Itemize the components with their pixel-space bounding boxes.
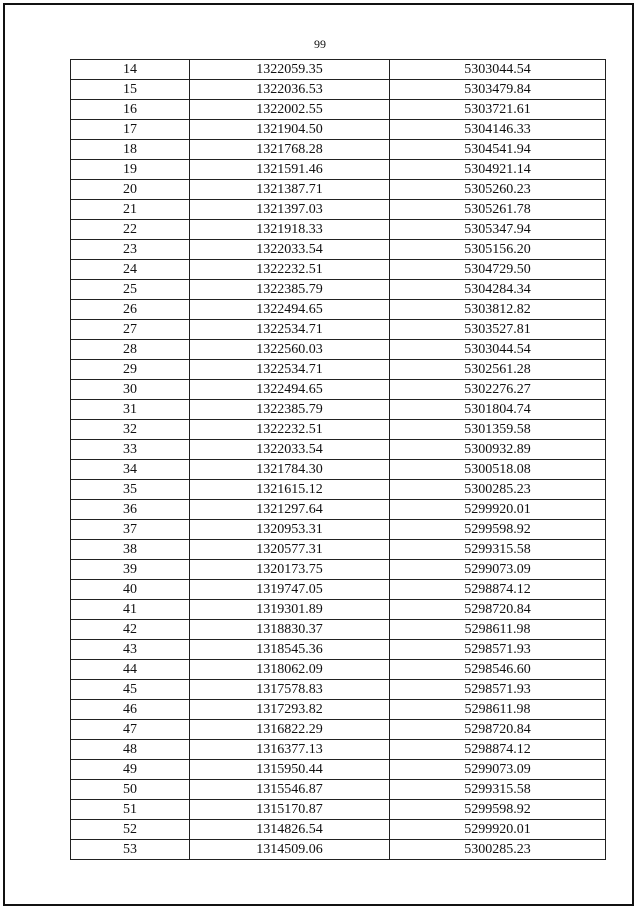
y-coordinate-cell: 5304146.33 xyxy=(390,120,606,140)
y-coordinate-cell: 5304921.14 xyxy=(390,160,606,180)
table-row xyxy=(71,260,606,280)
x-coordinate-cell: 1318545.36 xyxy=(190,640,390,660)
table-row xyxy=(71,500,606,520)
table-row xyxy=(71,460,606,480)
point-number-cell: 20 xyxy=(71,180,190,200)
x-coordinate-cell: 1321918.33 xyxy=(190,220,390,240)
table-row xyxy=(71,80,606,100)
y-coordinate-cell: 5299920.01 xyxy=(390,500,606,520)
table-row xyxy=(71,540,606,560)
y-coordinate-cell: 5299598.92 xyxy=(390,800,606,820)
x-coordinate-cell: 1321904.50 xyxy=(190,120,390,140)
y-coordinate-cell: 5299073.09 xyxy=(390,760,606,780)
point-number-cell: 35 xyxy=(71,480,190,500)
x-coordinate-cell: 1322036.53 xyxy=(190,80,390,100)
x-coordinate-cell: 1320173.75 xyxy=(190,560,390,580)
point-number-cell: 52 xyxy=(71,820,190,840)
x-coordinate-cell: 1321615.12 xyxy=(190,480,390,500)
y-coordinate-cell: 5298720.84 xyxy=(390,600,606,620)
point-number-cell: 48 xyxy=(71,740,190,760)
table-row xyxy=(71,440,606,460)
y-coordinate-cell: 5303044.54 xyxy=(390,340,606,360)
x-coordinate-cell: 1322059.35 xyxy=(190,60,390,80)
x-coordinate-cell: 1322534.71 xyxy=(190,360,390,380)
table-row xyxy=(71,600,606,620)
point-number-cell: 43 xyxy=(71,640,190,660)
table-row xyxy=(71,700,606,720)
table-row xyxy=(71,60,606,80)
y-coordinate-cell: 5300285.23 xyxy=(390,840,606,860)
point-number-cell: 40 xyxy=(71,580,190,600)
x-coordinate-cell: 1315950.44 xyxy=(190,760,390,780)
x-coordinate-cell: 1322534.71 xyxy=(190,320,390,340)
table-row xyxy=(71,380,606,400)
table-row xyxy=(71,620,606,640)
point-number-cell: 50 xyxy=(71,780,190,800)
x-coordinate-cell: 1322002.55 xyxy=(190,100,390,120)
table-row xyxy=(71,680,606,700)
page-number: 99 xyxy=(314,37,326,51)
y-coordinate-cell: 5303812.82 xyxy=(390,300,606,320)
y-coordinate-cell: 5304541.94 xyxy=(390,140,606,160)
x-coordinate-cell: 1322033.54 xyxy=(190,240,390,260)
y-coordinate-cell: 5298874.12 xyxy=(390,740,606,760)
table-row xyxy=(71,300,606,320)
table-row xyxy=(71,240,606,260)
point-number-cell: 30 xyxy=(71,380,190,400)
x-coordinate-cell: 1322385.79 xyxy=(190,400,390,420)
y-coordinate-cell: 5302561.28 xyxy=(390,360,606,380)
y-coordinate-cell: 5298611.98 xyxy=(390,700,606,720)
y-coordinate-cell: 5299598.92 xyxy=(390,520,606,540)
x-coordinate-cell: 1321768.28 xyxy=(190,140,390,160)
x-coordinate-cell: 1314826.54 xyxy=(190,820,390,840)
point-number-cell: 31 xyxy=(71,400,190,420)
point-number-cell: 19 xyxy=(71,160,190,180)
point-number-cell: 18 xyxy=(71,140,190,160)
point-number-cell: 23 xyxy=(71,240,190,260)
point-number-cell: 16 xyxy=(71,100,190,120)
x-coordinate-cell: 1320953.31 xyxy=(190,520,390,540)
y-coordinate-cell: 5303044.54 xyxy=(390,60,606,80)
point-number-cell: 25 xyxy=(71,280,190,300)
y-coordinate-cell: 5298720.84 xyxy=(390,720,606,740)
point-number-cell: 32 xyxy=(71,420,190,440)
x-coordinate-cell: 1322494.65 xyxy=(190,380,390,400)
y-coordinate-cell: 5302276.27 xyxy=(390,380,606,400)
y-coordinate-cell: 5298571.93 xyxy=(390,640,606,660)
point-number-cell: 26 xyxy=(71,300,190,320)
coordinates-table xyxy=(70,59,606,860)
x-coordinate-cell: 1321297.64 xyxy=(190,500,390,520)
x-coordinate-cell: 1317293.82 xyxy=(190,700,390,720)
table-row xyxy=(71,420,606,440)
y-coordinate-cell: 5303721.61 xyxy=(390,100,606,120)
x-coordinate-cell: 1318830.37 xyxy=(190,620,390,640)
y-coordinate-cell: 5303479.84 xyxy=(390,80,606,100)
x-coordinate-cell: 1322033.54 xyxy=(190,440,390,460)
table-row xyxy=(71,160,606,180)
table-row xyxy=(71,200,606,220)
y-coordinate-cell: 5303527.81 xyxy=(390,320,606,340)
x-coordinate-cell: 1319301.89 xyxy=(190,600,390,620)
table-row xyxy=(71,180,606,200)
table-row xyxy=(71,560,606,580)
y-coordinate-cell: 5299920.01 xyxy=(390,820,606,840)
x-coordinate-cell: 1320577.31 xyxy=(190,540,390,560)
table-row xyxy=(71,840,606,860)
y-coordinate-cell: 5301359.58 xyxy=(390,420,606,440)
point-number-cell: 15 xyxy=(71,80,190,100)
point-number-cell: 38 xyxy=(71,540,190,560)
x-coordinate-cell: 1321591.46 xyxy=(190,160,390,180)
point-number-cell: 33 xyxy=(71,440,190,460)
table-row xyxy=(71,220,606,240)
point-number-cell: 53 xyxy=(71,840,190,860)
point-number-cell: 39 xyxy=(71,560,190,580)
table-row xyxy=(71,120,606,140)
table-body xyxy=(71,60,606,860)
y-coordinate-cell: 5300518.08 xyxy=(390,460,606,480)
x-coordinate-cell: 1319747.05 xyxy=(190,580,390,600)
y-coordinate-cell: 5301804.74 xyxy=(390,400,606,420)
table-row xyxy=(71,660,606,680)
y-coordinate-cell: 5305156.20 xyxy=(390,240,606,260)
y-coordinate-cell: 5304729.50 xyxy=(390,260,606,280)
x-coordinate-cell: 1322232.51 xyxy=(190,260,390,280)
table-row xyxy=(71,400,606,420)
point-number-cell: 22 xyxy=(71,220,190,240)
table-row xyxy=(71,320,606,340)
x-coordinate-cell: 1316822.29 xyxy=(190,720,390,740)
y-coordinate-cell: 5305347.94 xyxy=(390,220,606,240)
x-coordinate-cell: 1316377.13 xyxy=(190,740,390,760)
y-coordinate-cell: 5300932.89 xyxy=(390,440,606,460)
table-row xyxy=(71,760,606,780)
x-coordinate-cell: 1322494.65 xyxy=(190,300,390,320)
table-row xyxy=(71,800,606,820)
table-row xyxy=(71,740,606,760)
x-coordinate-cell: 1321784.30 xyxy=(190,460,390,480)
table-row xyxy=(71,360,606,380)
y-coordinate-cell: 5299315.58 xyxy=(390,780,606,800)
table-row xyxy=(71,280,606,300)
y-coordinate-cell: 5300285.23 xyxy=(390,480,606,500)
point-number-cell: 28 xyxy=(71,340,190,360)
table-row xyxy=(71,480,606,500)
point-number-cell: 46 xyxy=(71,700,190,720)
point-number-cell: 36 xyxy=(71,500,190,520)
table-row xyxy=(71,520,606,540)
point-number-cell: 27 xyxy=(71,320,190,340)
y-coordinate-cell: 5298571.93 xyxy=(390,680,606,700)
table-row xyxy=(71,780,606,800)
x-coordinate-cell: 1322560.03 xyxy=(190,340,390,360)
point-number-cell: 24 xyxy=(71,260,190,280)
y-coordinate-cell: 5299315.58 xyxy=(390,540,606,560)
y-coordinate-cell: 5304284.34 xyxy=(390,280,606,300)
point-number-cell: 44 xyxy=(71,660,190,680)
point-number-cell: 41 xyxy=(71,600,190,620)
point-number-cell: 49 xyxy=(71,760,190,780)
y-coordinate-cell: 5298874.12 xyxy=(390,580,606,600)
x-coordinate-cell: 1321397.03 xyxy=(190,200,390,220)
table-row xyxy=(71,340,606,360)
table-row xyxy=(71,820,606,840)
point-number-cell: 45 xyxy=(71,680,190,700)
x-coordinate-cell: 1322385.79 xyxy=(190,280,390,300)
x-coordinate-cell: 1315170.87 xyxy=(190,800,390,820)
y-coordinate-cell: 5299073.09 xyxy=(390,560,606,580)
table-row xyxy=(71,720,606,740)
y-coordinate-cell: 5298546.60 xyxy=(390,660,606,680)
x-coordinate-cell: 1322232.51 xyxy=(190,420,390,440)
table-row xyxy=(71,100,606,120)
x-coordinate-cell: 1314509.06 xyxy=(190,840,390,860)
table-row xyxy=(71,580,606,600)
point-number-cell: 21 xyxy=(71,200,190,220)
point-number-cell: 29 xyxy=(71,360,190,380)
x-coordinate-cell: 1318062.09 xyxy=(190,660,390,680)
y-coordinate-cell: 5305260.23 xyxy=(390,180,606,200)
y-coordinate-cell: 5305261.78 xyxy=(390,200,606,220)
x-coordinate-cell: 1317578.83 xyxy=(190,680,390,700)
table-row xyxy=(71,640,606,660)
point-number-cell: 47 xyxy=(71,720,190,740)
point-number-cell: 34 xyxy=(71,460,190,480)
point-number-cell: 17 xyxy=(71,120,190,140)
x-coordinate-cell: 1321387.71 xyxy=(190,180,390,200)
point-number-cell: 42 xyxy=(71,620,190,640)
y-coordinate-cell: 5298611.98 xyxy=(390,620,606,640)
table-row xyxy=(71,140,606,160)
point-number-cell: 37 xyxy=(71,520,190,540)
x-coordinate-cell: 1315546.87 xyxy=(190,780,390,800)
point-number-cell: 14 xyxy=(71,60,190,80)
point-number-cell: 51 xyxy=(71,800,190,820)
